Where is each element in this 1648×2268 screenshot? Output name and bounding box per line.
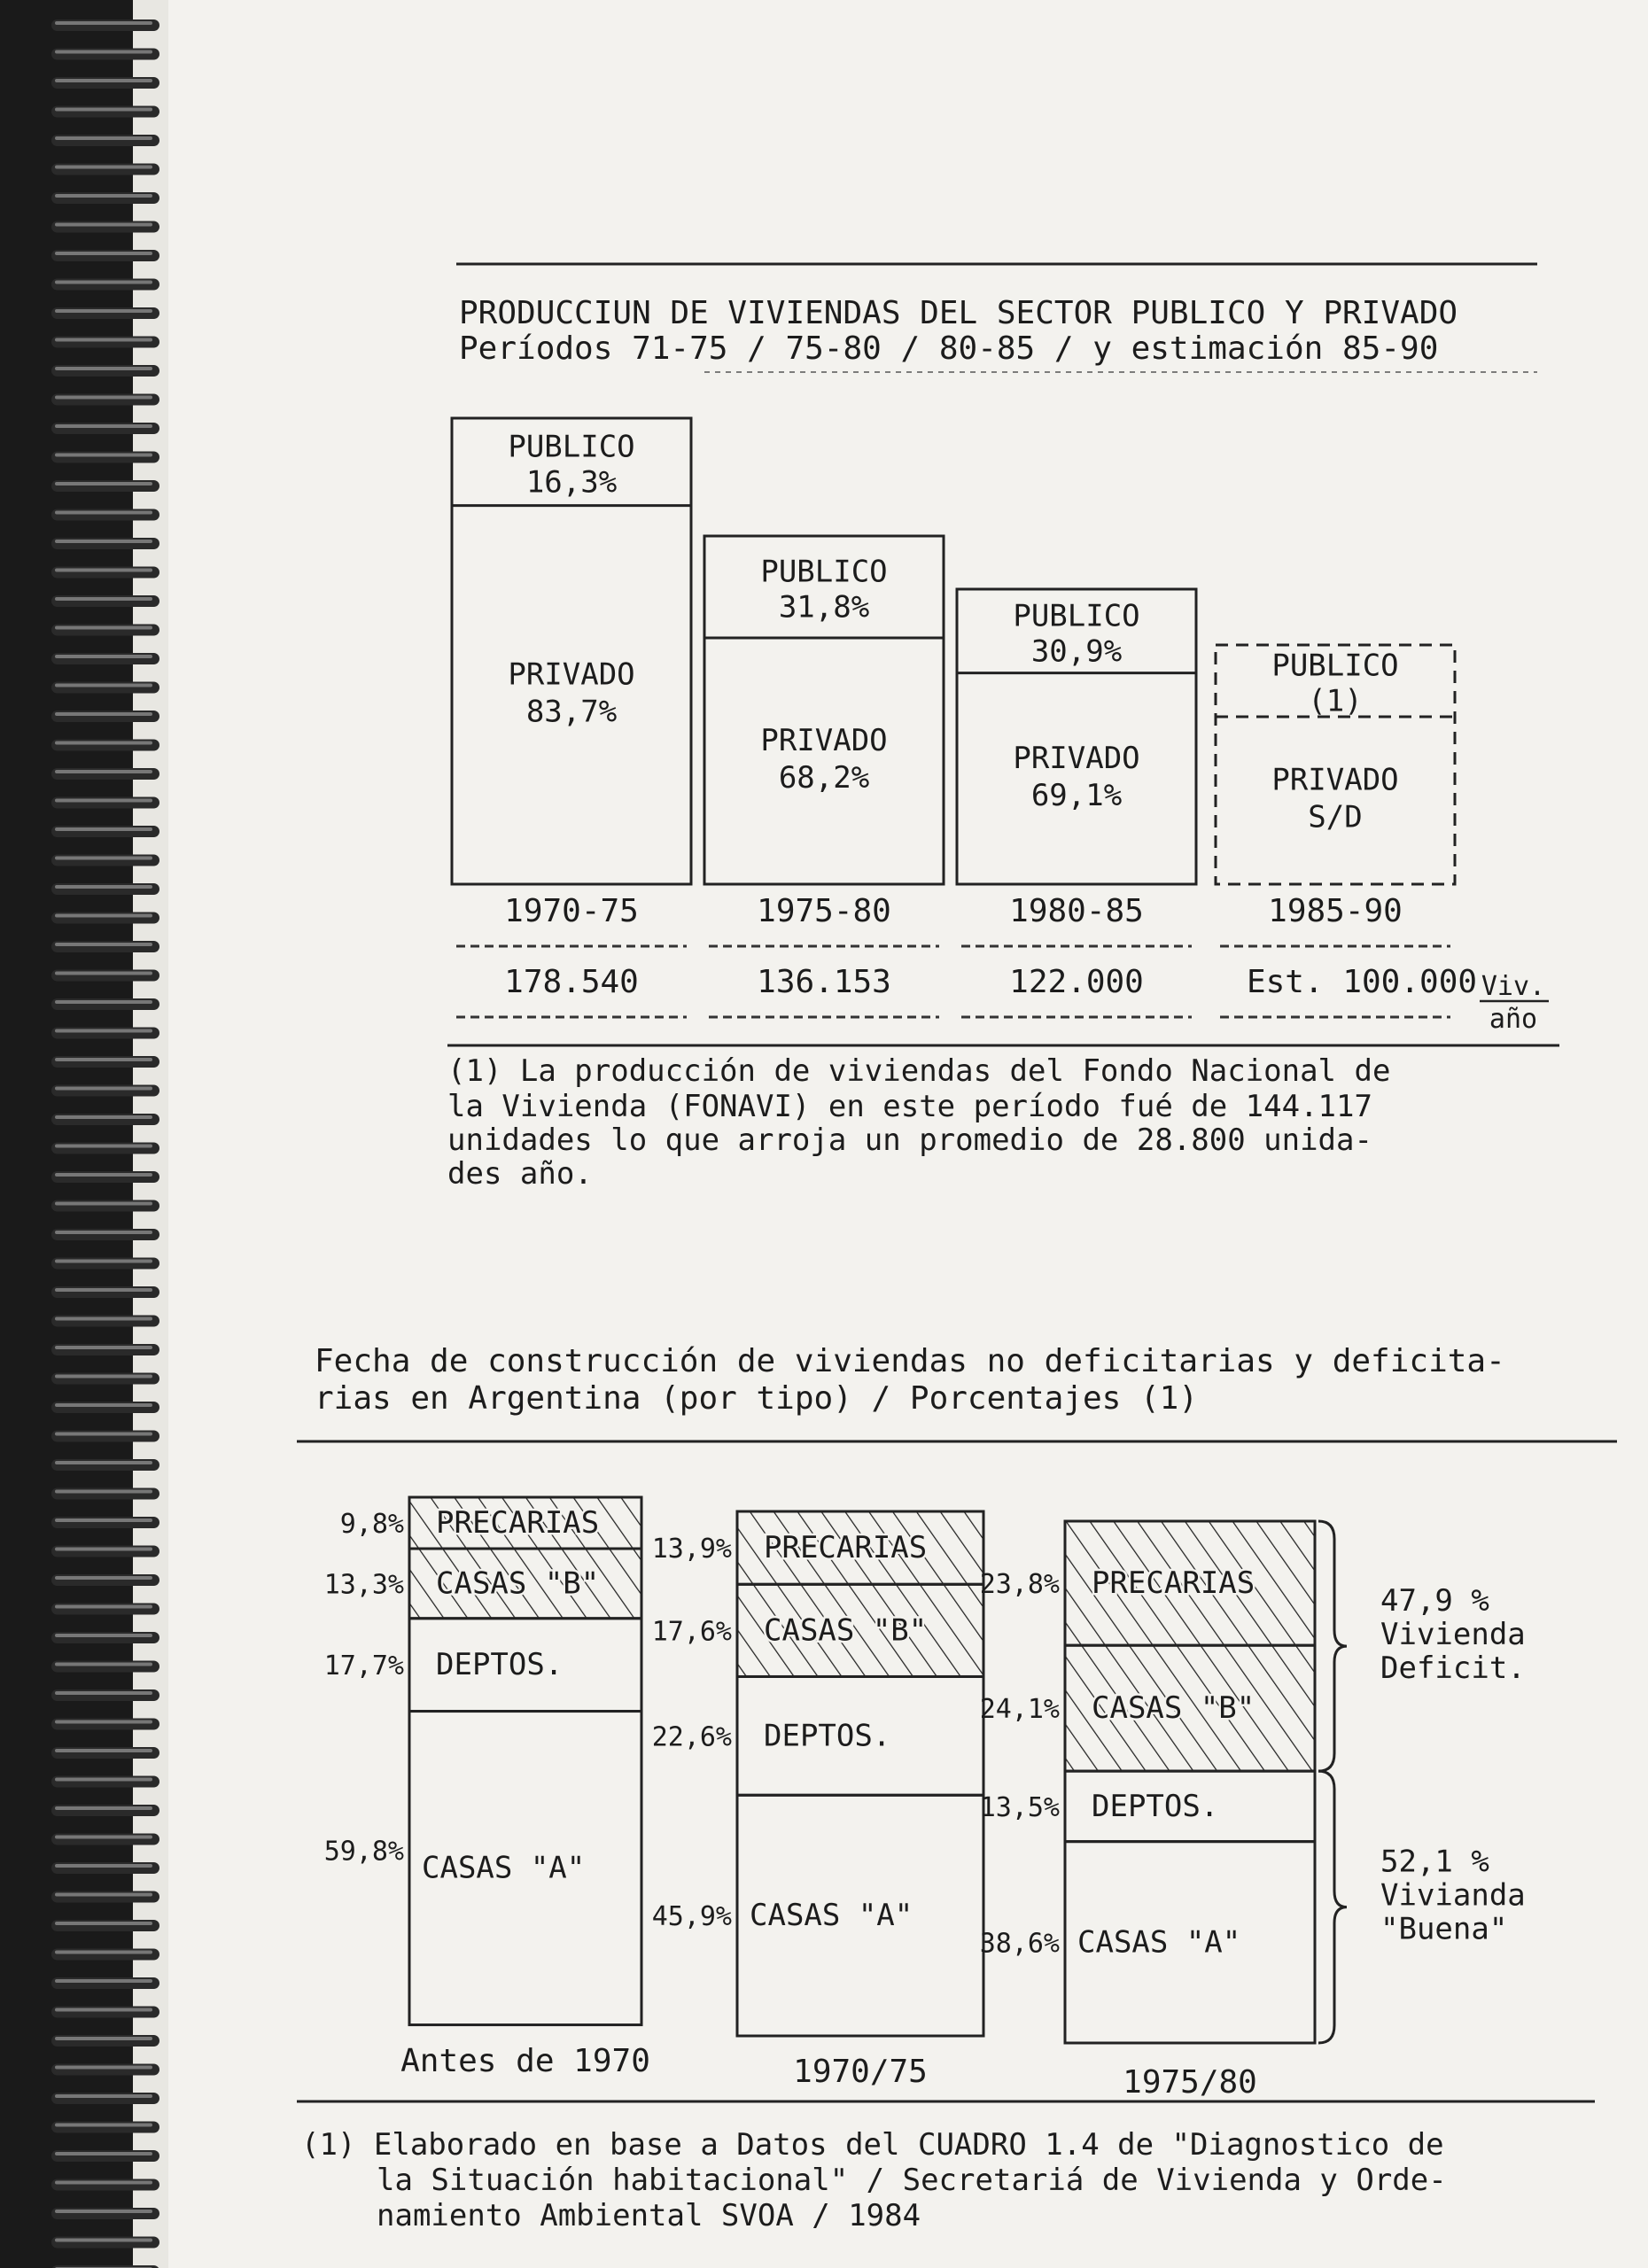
footnote-line: la Vivienda (FONAVI) en este período fué de 144.117 [447, 1089, 1372, 1124]
segment-value: 17,7% [323, 1651, 404, 1682]
spiral-coil-highlight [55, 1202, 152, 1206]
spiral-coil-highlight [55, 655, 152, 658]
bracket-label: Deficit. [1380, 1651, 1526, 1687]
spiral-coil [51, 2064, 159, 2076]
segment-value: 68,2% [778, 759, 870, 796]
spiral-coil [51, 2208, 159, 2219]
segment-value: 13,5% [979, 1791, 1060, 1823]
spiral-coil-highlight [55, 1375, 152, 1379]
spiral-coil-highlight [55, 1663, 152, 1666]
spiral-coil-highlight [55, 511, 152, 515]
segment-name: CASAS "B" [764, 1612, 928, 1649]
bracket [1318, 1521, 1347, 1771]
spiral-coil-highlight [55, 943, 152, 946]
spiral-coil-highlight [55, 1836, 152, 1839]
spiral-coil [51, 740, 159, 751]
spiral-coil [51, 2237, 159, 2249]
segment-value: 69,1% [1030, 777, 1123, 813]
spiral-coil [51, 1316, 159, 1327]
chart-production [447, 264, 1559, 1192]
spiral-coil-highlight [55, 799, 152, 803]
spiral-coil-highlight [55, 1260, 152, 1263]
segment-name: PRECARIAS [1092, 1565, 1255, 1602]
spiral-coil-highlight [55, 79, 152, 82]
spiral-coil-highlight [55, 1806, 152, 1810]
spiral-coil-highlight [55, 108, 152, 112]
chart1-footnote [447, 1053, 1390, 1192]
spiral-coil-highlight [55, 885, 152, 889]
segment-value: 59,8% [323, 1836, 404, 1868]
spiral-coil [51, 1143, 159, 1154]
segment-value: 38,6% [979, 1928, 1060, 1960]
segment-value: 23,8% [979, 1569, 1060, 1601]
spiral-coil [51, 538, 159, 549]
bracket-label: Vivienda [1380, 1617, 1526, 1653]
segment-name: DEPTOS. [764, 1718, 891, 1754]
spiral-coil-highlight [55, 1461, 152, 1464]
spiral-coil [51, 2150, 159, 2162]
spiral-coil-highlight [55, 424, 152, 428]
spiral-coil-highlight [55, 1145, 152, 1148]
spiral-coil-highlight [55, 1403, 152, 1407]
segment-name: PUBLICO [1271, 648, 1399, 684]
spiral-coil-highlight [55, 597, 152, 601]
spiral-coil-highlight [55, 1518, 152, 1522]
total-label: 136.153 [757, 964, 891, 1000]
spiral-coil-highlight [55, 2210, 152, 2213]
spiral-coil [51, 970, 159, 982]
category-label: Antes de 1970 [400, 2043, 650, 2079]
spiral-coil-highlight [55, 1749, 152, 1752]
spiral-coil-highlight [55, 223, 152, 227]
segment-name: DEPTOS. [1092, 1788, 1219, 1824]
spiral-coil-highlight [55, 1605, 152, 1609]
spiral-coil-highlight [55, 1029, 152, 1033]
segment-value: 83,7% [525, 694, 618, 730]
spiral-coil-highlight [55, 1720, 152, 1724]
footnote-line: la Situación habitacional" / Secretariá de Vivienda y Orde- [377, 2163, 1447, 2198]
spiral-coil [51, 1574, 159, 1586]
spiral-coil-highlight [55, 2181, 152, 2185]
chart1-title: PRODUCCIUN DE VIVIENDAS DEL SECTOR PUBLICO Y PRIVADO [459, 295, 1458, 331]
spiral-coil [51, 1632, 159, 1643]
spiral-coil [51, 423, 159, 434]
spiral-coil-highlight [55, 338, 152, 342]
spiral-coil [51, 855, 159, 866]
spiral-coil [51, 221, 159, 233]
spiral-coil-highlight [55, 1576, 152, 1580]
spiral-coil-highlight [55, 166, 152, 169]
spiral-coil [51, 135, 159, 146]
spiral-coil-highlight [55, 1864, 152, 1868]
spiral-coil [51, 1171, 159, 1183]
category-label: 1970/75 [793, 2054, 928, 2090]
spiral-coil [51, 2122, 159, 2133]
spiral-coil-highlight [55, 482, 152, 485]
segment-name: DEPTOS. [436, 1647, 564, 1683]
chart1-subtitle: Períodos 71-75 / 75-80 / 80-85 / y estimación 85-90 [459, 330, 1439, 367]
spiral-coil [51, 192, 159, 204]
spiral-coil-highlight [55, 1893, 152, 1897]
spiral-coil-highlight [55, 2124, 152, 2127]
footnote-line: (1) Elaborado en base a Datos del CUADRO 1.4 de "Diagnostico de [301, 2127, 1444, 2163]
spiral-coil [51, 913, 159, 924]
spiral-coil-highlight [55, 1346, 152, 1349]
spiral-coil-highlight [55, 367, 152, 370]
spiral-coil [51, 941, 159, 952]
units-label: año [1489, 1004, 1538, 1035]
spiral-coil [51, 2007, 159, 2018]
spiral-coil [51, 1373, 159, 1385]
bracket [1318, 1771, 1347, 2043]
spiral-coil [51, 883, 159, 895]
spiral-coil-highlight [55, 569, 152, 572]
segment-name: CASAS "B" [1092, 1690, 1255, 1727]
spiral-coil [51, 164, 159, 175]
bracket-label: 47,9 % [1380, 1583, 1489, 1619]
spiral-coil [51, 1949, 159, 1961]
spiral-coil [51, 1488, 159, 1500]
bracket-label: 52,1 % [1380, 1844, 1489, 1880]
spiral-coil [51, 1661, 159, 1673]
spiral-coil [51, 1056, 159, 1068]
spiral-coil-highlight [55, 770, 152, 773]
spiral-coil [51, 998, 159, 1010]
spiral-coil-highlight [55, 1490, 152, 1494]
spiral-coil-highlight [55, 50, 152, 54]
spiral-coil-highlight [55, 136, 152, 140]
spiral-coil [51, 1834, 159, 1845]
spiral-coil-highlight [55, 2008, 152, 2012]
spiral-coil [51, 1747, 159, 1759]
spiral-coil [51, 1862, 159, 1874]
spiral-coil [51, 2179, 159, 2191]
spiral-coil [51, 365, 159, 377]
spiral-coil [51, 49, 159, 60]
spiral-coil-highlight [55, 2094, 152, 2098]
segment-name: CASAS "A" [1077, 1924, 1241, 1961]
spiral-coil-highlight [55, 827, 152, 831]
spiral-coil-highlight [55, 194, 152, 198]
spiral-coil-highlight [55, 2239, 152, 2242]
segment-name: PRIVADO [508, 656, 635, 693]
spiral-coil [51, 19, 159, 31]
spiral-coil [51, 653, 159, 664]
spiral-coil-highlight [55, 914, 152, 918]
spiral-coil-highlight [55, 684, 152, 687]
segment-name: PRECARIAS [436, 1505, 600, 1542]
spiral-coil [51, 1805, 159, 1816]
spiral-coil [51, 1977, 159, 1989]
spiral-coil [51, 1114, 159, 1125]
spiral-coil [51, 595, 159, 607]
spiral-coil-highlight [55, 2066, 152, 2070]
chart2-footnote [301, 2127, 1447, 2233]
spiral-coil-highlight [55, 1922, 152, 1925]
segment-name: CASAS "A" [750, 1898, 913, 1934]
segment-value: (1) [1308, 683, 1363, 719]
total-label: 122.000 [1009, 964, 1144, 1000]
spiral-coil-highlight [55, 1058, 152, 1061]
segment-name: CASAS "A" [422, 1850, 586, 1886]
segment-value: 13,3% [323, 1569, 404, 1601]
segment-value: 31,8% [778, 589, 870, 625]
segment-name: PRIVADO [760, 722, 888, 758]
spiral-coil-highlight [55, 1231, 152, 1234]
segment-name: PUBLICO [760, 554, 888, 590]
spiral-coil [51, 1891, 159, 1903]
total-label: 178.540 [504, 964, 639, 1000]
spiral-coil [51, 1689, 159, 1701]
spiral-coil [51, 1229, 159, 1240]
spiral-coil [51, 1604, 159, 1615]
spiral-coil-highlight [55, 1548, 152, 1551]
spiral-coil-highlight [55, 454, 152, 457]
segment-name: PRECARIAS [764, 1530, 928, 1566]
spiral-coil-highlight [55, 1778, 152, 1782]
spiral-coil [51, 279, 159, 291]
spiral-coil-highlight [55, 1691, 152, 1695]
segment-value: 13,9% [651, 1534, 732, 1565]
spiral-coil-highlight [55, 1317, 152, 1321]
spiral-coil [51, 250, 159, 261]
document-page [173, 0, 1648, 2268]
spiral-coil [51, 1459, 159, 1471]
chart2-title-line: rias en Argentina (por tipo) / Porcentajes (1) [315, 1380, 1198, 1417]
category-label: 1975-80 [757, 893, 891, 929]
bracket-label: Vivianda [1380, 1877, 1526, 1914]
spiral-coil [51, 337, 159, 348]
spiral-coil [51, 307, 159, 319]
spiral-coil [51, 1028, 159, 1039]
chart2-title-line: Fecha de construcción de viviendas no deficitarias y deficita- [315, 1343, 1505, 1379]
spiral-coil-highlight [55, 1115, 152, 1119]
spiral-coil [51, 1286, 159, 1298]
segment-value: 9,8% [339, 1509, 404, 1541]
spiral-coil-highlight [55, 1288, 152, 1292]
spiral-coil-highlight [55, 396, 152, 400]
spiral-coil-highlight [55, 857, 152, 860]
segment-value: S/D [1308, 799, 1363, 835]
category-label: 1980-85 [1009, 893, 1144, 929]
spiral-coil [51, 682, 159, 694]
spiral-coil [51, 826, 159, 837]
segment-name: CASAS "B" [436, 1565, 600, 1602]
spiral-coil [51, 1920, 159, 1931]
spiral-coil-highlight [55, 1979, 152, 1983]
segment-value: 22,6% [651, 1721, 732, 1753]
spiral-coil [51, 1776, 159, 1788]
bracket-label: "Buena" [1380, 1911, 1508, 1947]
spiral-coil-highlight [55, 626, 152, 630]
footnote-line: (1) La producción de viviendas del Fondo Nacional de [447, 1053, 1391, 1089]
spiral-coil [51, 2035, 159, 2047]
segment-value: 17,6% [651, 1616, 732, 1648]
category-label: 1985-90 [1268, 893, 1403, 929]
spiral-coil-highlight [55, 2152, 152, 2155]
spiral-coil-highlight [55, 712, 152, 716]
segment-name: PRIVADO [1013, 740, 1140, 776]
spiral-coil [51, 394, 159, 406]
spiral-coil [51, 567, 159, 579]
spiral-coil [51, 1085, 159, 1097]
category-label: 1970-75 [504, 893, 639, 929]
spiral-coil-highlight [55, 1173, 152, 1177]
spiral-coil [51, 1546, 159, 1557]
spiral-coil-highlight [55, 1634, 152, 1637]
segment-name: PUBLICO [508, 429, 635, 465]
spiral-coil [51, 509, 159, 521]
spiral-coil [51, 1402, 159, 1413]
segment-name: PUBLICO [1013, 598, 1140, 634]
spiral-coil [51, 625, 159, 636]
spiral-coil-highlight [55, 281, 152, 284]
segment-name: PRIVADO [1271, 762, 1399, 798]
category-label: 1975/80 [1123, 2064, 1257, 2101]
spiral-coil [51, 1344, 159, 1355]
spiral-coil-highlight [55, 1087, 152, 1091]
spiral-coil-highlight [55, 540, 152, 543]
segment-value: 30,9% [1030, 633, 1123, 670]
spiral-coil [51, 1719, 159, 1730]
footnote-line: unidades lo que arroja un promedio de 28.800 unida- [447, 1122, 1372, 1158]
spiral-coil-highlight [55, 1433, 152, 1436]
spiral-coil-highlight [55, 21, 152, 25]
units-label: Viv. [1481, 971, 1546, 1002]
spiral-coil-highlight [55, 1951, 152, 1954]
spiral-coil [51, 1431, 159, 1442]
spiral-coil [51, 797, 159, 809]
spiral-coil [51, 768, 159, 780]
segment-value: 45,9% [651, 1901, 732, 1933]
spiral-coil-highlight [55, 309, 152, 313]
segment-value: 16,3% [525, 464, 618, 501]
spiral-binding [0, 0, 168, 2268]
spiral-coil [51, 1517, 159, 1528]
spiral-coil [51, 480, 159, 492]
chart-construction-date [297, 1343, 1617, 2233]
spiral-coil [51, 77, 159, 89]
spiral-coil [51, 106, 159, 118]
total-label: Est. 100.000 [1246, 964, 1478, 1000]
footnote-line: namiento Ambiental SVOA / 1984 [377, 2198, 921, 2233]
spiral-coil-highlight [55, 252, 152, 255]
spiral-coil-highlight [55, 2037, 152, 2040]
spiral-coil-highlight [55, 1000, 152, 1004]
spiral-coil [51, 1200, 159, 1212]
spiral-coil [51, 711, 159, 722]
footnote-line: des año. [447, 1156, 593, 1192]
spiral-coil [51, 2093, 159, 2104]
spiral-coil-highlight [55, 742, 152, 745]
spiral-coil-highlight [55, 972, 152, 975]
segment-value: 24,1% [979, 1694, 1060, 1726]
spiral-coil [51, 452, 159, 463]
spiral-coil [51, 1258, 159, 1270]
